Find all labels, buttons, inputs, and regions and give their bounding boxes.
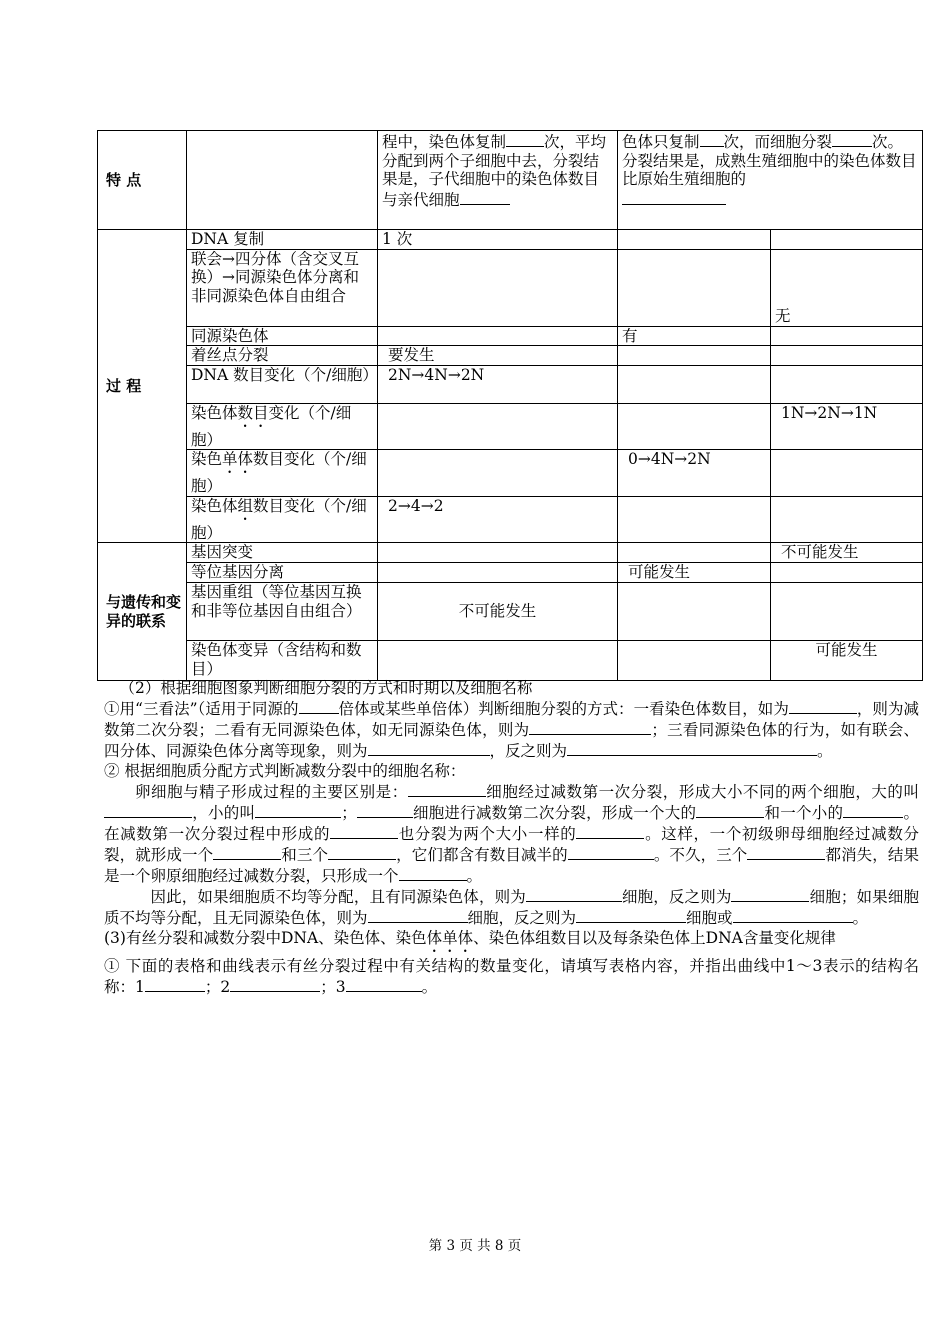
paragraph-oocyte: 卵细胞与精子形成过程的主要区别是： 细胞经过减数第一次分裂，形成大小不同的两个细胞，大的叫，小的叫 ； 细胞进行减数第二次分裂，形成一个大的 和一个小的 。在减数第一次分裂过程中形成的 也分裂为两个大小一样的 。这样，一个初级卵母细胞经过减数分裂，就形成一个 和三个 ，它们都含有数目减半的 。不久，三个 都消失，结果是一个卵原细胞经过减数分裂，只形成一个 。 bbox=[104, 783, 919, 885]
blank[interactable] bbox=[368, 907, 468, 923]
feature-meiosis-cell: 色体只复制 次，而细胞分裂 次。分裂结果是，成熟生殖细胞中的染色体数目比原始生殖细胞的 bbox=[618, 131, 923, 230]
blank[interactable] bbox=[346, 976, 422, 992]
blank[interactable] bbox=[576, 907, 686, 923]
blank[interactable] bbox=[731, 886, 809, 902]
blank[interactable] bbox=[357, 802, 413, 818]
blank[interactable] bbox=[696, 802, 764, 818]
table-row: 基因重组（等位基因互换和非等位基因自由组合） 不可能发生 bbox=[98, 583, 923, 641]
table-row: 染色体数目变化（个/细胞） 1N→2N→1N bbox=[98, 403, 923, 450]
blank[interactable] bbox=[700, 131, 724, 147]
blank[interactable] bbox=[460, 189, 510, 205]
blank[interactable] bbox=[843, 802, 903, 818]
table-row: 同源染色体 有 bbox=[98, 326, 923, 346]
table-row-feature bbox=[98, 131, 923, 230]
table-row: 与遗传和变异的联系 基因突变 不可能发生 bbox=[98, 543, 923, 563]
blank[interactable] bbox=[255, 802, 341, 818]
blank[interactable] bbox=[328, 844, 396, 860]
blank[interactable] bbox=[230, 976, 320, 992]
blank[interactable] bbox=[399, 865, 467, 881]
table-row: 染色体组数目变化（个/细胞） 2→4→2 bbox=[98, 496, 923, 543]
blank[interactable] bbox=[330, 823, 398, 839]
table-row: 过 程 DNA 复制 1 次 bbox=[98, 230, 923, 250]
blank[interactable] bbox=[576, 823, 644, 839]
document-body bbox=[104, 678, 919, 997]
blank[interactable] bbox=[408, 781, 486, 797]
paragraph-cytoplasm: ② 根据细胞质分配方式判断减数分裂中的细胞名称： bbox=[104, 762, 466, 780]
blank[interactable] bbox=[368, 740, 490, 756]
table-row: 染色单体数目变化（个/细胞） 0→4N→2N bbox=[98, 450, 923, 497]
blank[interactable] bbox=[747, 844, 825, 860]
blank[interactable] bbox=[568, 844, 654, 860]
table-row: DNA 数目变化（个/细胞） 2N→4N→2N bbox=[98, 365, 923, 403]
blank[interactable] bbox=[733, 907, 853, 923]
paragraph-three-look: ①用“三看法”（适用于同源的 倍体或某些单倍体）判断细胞分裂的方式：一看染色体数目，如为 ，则为减数第二次分裂；二看有无同源染色体，如无同源染色体，则为 ；三看同源染色体的行为，如有联会、四分体、同源染色体分离等现象，则为 ，反之则为 。 bbox=[104, 700, 919, 760]
blank[interactable] bbox=[622, 189, 726, 205]
blank[interactable] bbox=[506, 131, 544, 147]
blank[interactable] bbox=[567, 740, 817, 756]
blank[interactable] bbox=[529, 719, 651, 735]
blank[interactable] bbox=[299, 698, 339, 714]
row-label-process: 过 程 bbox=[98, 230, 187, 543]
blank[interactable] bbox=[832, 131, 872, 147]
table-row: 染色体变异（含结构和数目） 可能发生 bbox=[98, 641, 923, 681]
row-label-genetics: 与遗传和变异的联系 bbox=[98, 543, 187, 681]
table-row: 着丝点分裂 要发生 bbox=[98, 346, 923, 366]
row-label-feature: 特 点 bbox=[98, 131, 187, 230]
blank[interactable] bbox=[526, 886, 622, 902]
blank[interactable] bbox=[213, 844, 281, 860]
blank[interactable] bbox=[145, 976, 205, 992]
blank[interactable] bbox=[104, 802, 192, 818]
feature-mitosis-cell: 程中，染色体复制 次，平均分配到两个子细胞中去，分裂结果是，子代细胞中的染色体数目与亲代细胞 bbox=[378, 131, 618, 230]
page-footer: 第 3 页 共 8 页 bbox=[428, 1238, 522, 1254]
paragraph-mitosis-curve: ① 下面的表格和曲线表示有丝分裂过程中有关结构的数量变化，请填写表格内容，并指出曲线中1～3表示的结构名称：1 ；2 ；3 。 bbox=[104, 957, 919, 996]
table-row: 等位基因分离 可能发生 bbox=[98, 563, 923, 583]
blank[interactable] bbox=[789, 698, 857, 714]
paragraph-therefore: 因此，如果细胞质不均等分配，且有同源染色体，则为 细胞，反之则为 细胞；如果细胞质不均等分配，且无同源染色体，则为 细胞，反之则为 细胞或 。 bbox=[104, 888, 919, 927]
section-2-title: （2）根据细胞图象判断细胞分裂的方式和时期以及细胞名称 bbox=[119, 679, 533, 697]
comparison-table bbox=[97, 130, 923, 681]
table-row: 联会→四分体（含交叉互换）→同源染色体分离和非同源染色体自由组合 无 bbox=[98, 249, 923, 326]
section-3-title: (3)有丝分裂和减数分裂中DNA、染色体、染色体单体、染色体组数目以及每条染色体上DNA含量变化规律 bbox=[104, 929, 836, 947]
